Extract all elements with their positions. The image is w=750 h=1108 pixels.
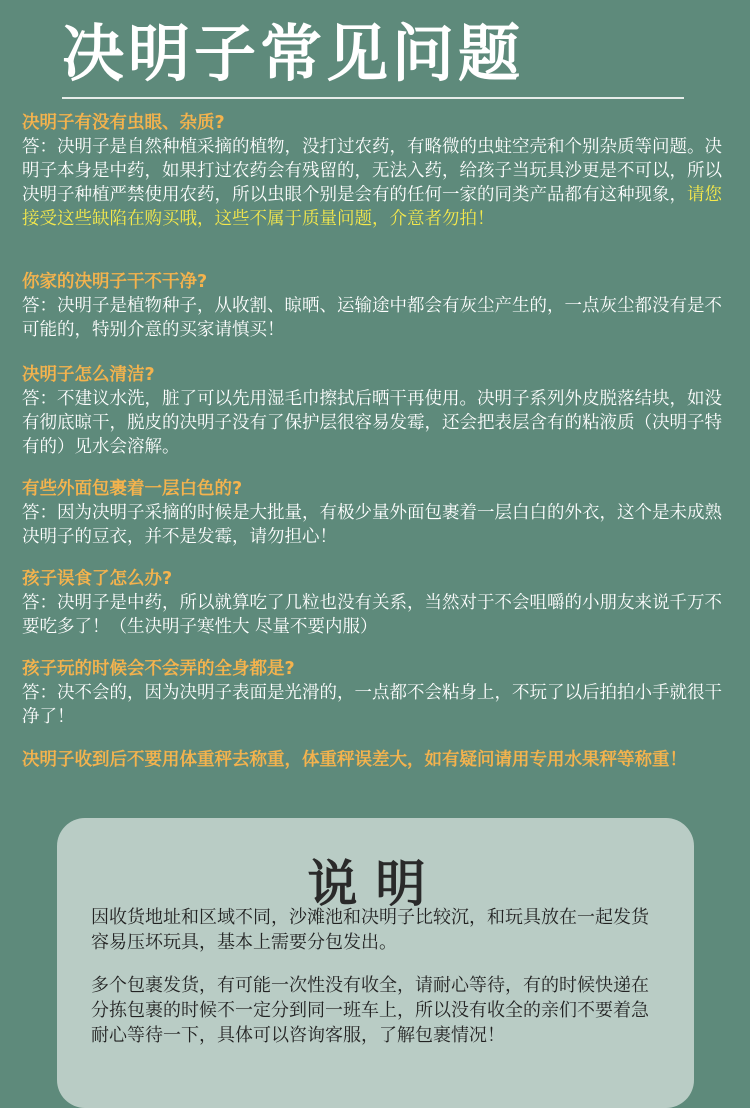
- faq-answer: 答：因为决明子采摘的时候是大批量，有极少量外面包裹着一层白白的外衣，这个是未成熟决明子的豆衣，并不是发霉，请勿担心！: [22, 503, 722, 547]
- faq-item-impurities: [22, 111, 734, 231]
- faq-question: 你家的决明子干不干净?: [22, 272, 208, 292]
- title-divider: [62, 97, 684, 99]
- faq-answer-text: 答：决明子是自然种植采摘的植物，没打过农药，有略微的虫蛀空壳和个别杂质等问题。决明子本身是中药，如果打过农药会有残留的，无法入药，给孩子当玩具沙更是不可以，所以决明子种植严禁使用农药，所以虫眼个别是会有的任何一家的同类产品都有这种现象，: [22, 137, 722, 205]
- faq-answer: 答：决不会的，因为决明子表面是光滑的，一点都不会粘身上，不玩了以后拍拍小手就很干净了！: [22, 683, 722, 727]
- faq-item-cleaning: [22, 363, 734, 459]
- explanation-paragraph: 多个包裹发货，有可能一次性没有收全，请耐心等待，有的时候快递在分拣包裹的时候不一定分到同一班车上，所以没有收全的亲们不要着急耐心等待一下，具体可以咨询客服，了解包裹情况！: [91, 975, 649, 1046]
- explanation-paragraph: 因收货地址和区域不同，沙滩池和决明子比较沉，和玩具放在一起发货容易压坏玩具，基本上需要分包发出。: [91, 907, 649, 953]
- faq-answer-highlight: 请您接受这些缺陷在购买哦，这些不属于质量问题，介意者勿拍！: [22, 185, 722, 229]
- faq-question: 孩子误食了怎么办?: [22, 569, 173, 589]
- faq-question: 决明子有没有虫眼、杂质?: [22, 113, 225, 133]
- faq-answer: 答：不建议水洗，脏了可以先用湿毛巾擦拭后晒干再使用。决明子系列外皮脱落结块，如没有彻底晾干，脱皮的决明子没有了保护层很容易发霉，还会把表层含有的粘液质（决明子特有的）见水会溶解。: [22, 389, 722, 457]
- faq-answer: 答：决明子是中药，所以就算吃了几粒也没有关系，当然对于不会咀嚼的小朋友来说千万不要吃多了！（生决明子寒性大 尽量不要内服）: [22, 593, 722, 637]
- faq-item-swallowed: [22, 567, 734, 639]
- page-title: 决明子常见问题: [62, 17, 525, 90]
- faq-item-mess: [22, 657, 734, 729]
- explanation-panel: [57, 818, 694, 1108]
- faq-question: 有些外面包裹着一层白色的?: [22, 479, 243, 499]
- faq-question: 孩子玩的时候会不会弄的全身都是?: [22, 659, 295, 679]
- weighing-note: 决明子收到后不要用体重秤去称重，体重秤误差大，如有疑问请用专用水果秤等称重！: [22, 750, 687, 770]
- faq-answer: 答：决明子是植物种子，从收割、晾晒、运输途中都会有灰尘产生的，一点灰尘都没有是不可能的，特别介意的买家请慎买！: [22, 296, 722, 340]
- faq-item-white-coating: [22, 477, 734, 549]
- faq-item-cleanliness: [22, 270, 734, 342]
- explanation-title: 说明: [307, 855, 444, 913]
- faq-question: 决明子怎么清洁?: [22, 365, 155, 385]
- faq-answer: [22, 135, 734, 231]
